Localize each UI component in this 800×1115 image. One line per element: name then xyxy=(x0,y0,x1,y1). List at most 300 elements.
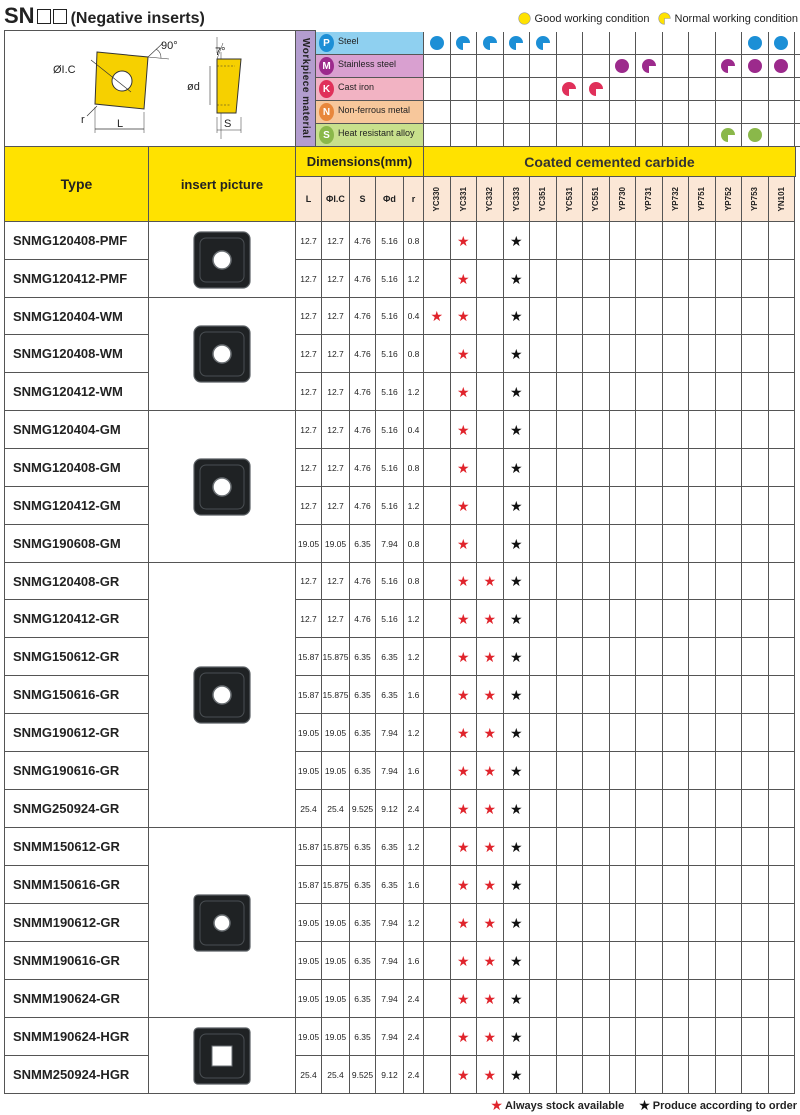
dim-r-cell xyxy=(404,714,424,752)
type-code: SNMG120412-GM xyxy=(13,498,121,513)
type-header: Type xyxy=(4,147,149,222)
grade-cell xyxy=(504,828,531,866)
grade-cell xyxy=(769,980,796,1018)
dim-l-cell xyxy=(296,980,322,1018)
grade-cell xyxy=(424,828,451,866)
dim-value: 12.7 xyxy=(327,576,344,586)
grade-cell xyxy=(477,866,504,904)
grade-cell xyxy=(424,714,451,752)
dim-l-cell xyxy=(296,714,322,752)
dim-d-cell xyxy=(376,600,404,638)
condition-cell xyxy=(451,78,478,101)
dim-d-cell xyxy=(376,790,404,828)
grade-cell xyxy=(477,1018,504,1056)
grade-cell xyxy=(716,525,743,563)
dim-ic-cell xyxy=(322,980,350,1018)
grade-cell xyxy=(477,638,504,676)
grade-cell xyxy=(716,942,743,980)
grade-cell xyxy=(530,638,557,676)
grade-cell xyxy=(424,790,451,828)
grade-cell xyxy=(451,866,478,904)
dim-ic-cell xyxy=(322,260,350,298)
dim-value: 2.4 xyxy=(407,993,420,1004)
dim-value: 6.35 xyxy=(381,651,398,662)
condition-cell xyxy=(557,78,584,101)
dim-value: 19.05 xyxy=(297,955,320,966)
normal-condition-icon xyxy=(588,81,604,97)
red-star-icon: ★ xyxy=(483,914,497,931)
type-code: SNMG150612-GR xyxy=(13,649,120,664)
grade-cell xyxy=(610,449,637,487)
dim-value: 5.16 xyxy=(381,348,398,359)
condition-cell xyxy=(583,101,610,124)
dim-value: 12.7 xyxy=(300,576,317,586)
grade-cell xyxy=(689,487,716,525)
grade-cell xyxy=(716,1018,743,1056)
grade-cell xyxy=(557,980,584,1018)
type-code: SNMM190612-GR xyxy=(13,915,120,930)
insert-picture-gm xyxy=(149,411,296,563)
grade-header-yn101 xyxy=(769,177,796,222)
grade-cell xyxy=(583,373,610,411)
red-star-icon: ★ xyxy=(430,308,444,324)
angle-7-label: 7° xyxy=(215,46,226,58)
black-star-icon: ★ xyxy=(509,308,523,324)
grade-cell xyxy=(451,752,478,790)
dim-value: 1.6 xyxy=(407,955,420,966)
grade-cell xyxy=(689,866,716,904)
condition-cell xyxy=(663,78,690,101)
grade-cell xyxy=(742,752,769,790)
grade-header-yc332 xyxy=(477,177,504,222)
dim-value: 19.05 xyxy=(297,538,320,549)
red-star-icon: ★ xyxy=(456,308,470,324)
grade-cell xyxy=(716,298,743,335)
grade-cell xyxy=(583,563,610,600)
grade-cell xyxy=(742,942,769,980)
good-condition-icon xyxy=(518,12,531,25)
dim-value: 7.94 xyxy=(381,538,398,549)
dim-col-label: ΦI.C xyxy=(326,194,345,204)
grade-cell xyxy=(716,980,743,1018)
dim-value: 9.12 xyxy=(381,1069,398,1080)
black-star-icon: ★ xyxy=(509,724,523,741)
black-star-icon: ★ xyxy=(509,876,523,893)
grade-cell xyxy=(530,260,557,298)
grade-cell xyxy=(504,714,531,752)
condition-cell xyxy=(530,55,557,78)
grade-label: YC551 xyxy=(591,186,601,212)
grade-cell xyxy=(504,411,531,449)
dim-d-cell xyxy=(376,222,404,260)
grade-cell xyxy=(424,298,451,335)
dim-ic-cell xyxy=(322,525,350,563)
table-row-type xyxy=(4,790,149,828)
grade-cell xyxy=(769,790,796,828)
condition-cell xyxy=(636,32,663,55)
grade-cell xyxy=(424,1056,451,1094)
grade-cell xyxy=(663,449,690,487)
dim-value: 19.05 xyxy=(324,727,347,738)
normal-condition-icon xyxy=(658,12,671,25)
grade-cell xyxy=(689,752,716,790)
grade-cell xyxy=(742,1056,769,1094)
grade-cell xyxy=(716,638,743,676)
condition-cell xyxy=(583,78,610,101)
table-row-type xyxy=(4,638,149,676)
grade-header-yp752 xyxy=(716,177,743,222)
legend-good xyxy=(518,12,650,25)
dim-r-cell xyxy=(404,525,424,563)
grade-cell xyxy=(716,790,743,828)
grade-cell xyxy=(610,714,637,752)
grade-cell xyxy=(557,373,584,411)
type-code: SNMG190616-GR xyxy=(13,763,120,778)
type-code: SNMG150616-GR xyxy=(13,687,120,702)
red-star-icon: ★ xyxy=(483,610,497,627)
dim-d-cell xyxy=(376,335,404,373)
red-star-icon: ★ xyxy=(483,990,497,1007)
grade-cell xyxy=(716,563,743,600)
grade-cell xyxy=(557,866,584,904)
condition-cell xyxy=(557,101,584,124)
grade-cell xyxy=(504,676,531,714)
grade-cell xyxy=(610,676,637,714)
grade-cell xyxy=(742,866,769,904)
dim-d-cell xyxy=(376,752,404,790)
grade-cell xyxy=(530,980,557,1018)
dim-value: 4.76 xyxy=(354,311,371,321)
grade-cell xyxy=(451,260,478,298)
dim-l-cell xyxy=(296,260,322,298)
black-star-icon: ★ xyxy=(509,648,523,665)
dim-value: 12.7 xyxy=(327,500,344,511)
dim-r-cell xyxy=(404,563,424,600)
dim-l-cell xyxy=(296,373,322,411)
grade-cell xyxy=(504,373,531,411)
dimensions-header: Dimensions(mm) xyxy=(296,147,424,177)
dim-value: 0.8 xyxy=(407,538,420,549)
table-row-type xyxy=(4,411,149,449)
condition-cell xyxy=(769,78,796,101)
grade-cell xyxy=(716,676,743,714)
grade-cell xyxy=(504,904,531,942)
condition-cell xyxy=(424,124,451,147)
dim-s-cell xyxy=(350,1018,376,1056)
grade-cell xyxy=(557,904,584,942)
grade-cell xyxy=(504,298,531,335)
material-badge: N xyxy=(319,103,334,121)
dim-value: 4.76 xyxy=(354,235,371,246)
red-star-icon: ★ xyxy=(483,1028,497,1045)
dim-value: 6.35 xyxy=(354,993,371,1004)
condition-cell xyxy=(716,78,743,101)
dim-value: 12.7 xyxy=(300,311,317,321)
condition-cell xyxy=(583,55,610,78)
grade-cell xyxy=(477,1056,504,1094)
dim-r-cell xyxy=(404,411,424,449)
dim-s-cell xyxy=(350,222,376,260)
condition-cell xyxy=(477,55,504,78)
grade-cell xyxy=(610,828,637,866)
grade-cell xyxy=(610,373,637,411)
grade-cell xyxy=(689,222,716,260)
dim-s-cell xyxy=(350,298,376,335)
grade-cell xyxy=(689,525,716,563)
grade-cell xyxy=(742,335,769,373)
grade-cell xyxy=(742,563,769,600)
dim-value: 19.05 xyxy=(297,917,320,928)
grade-label: YP732 xyxy=(670,186,680,212)
grade-cell xyxy=(716,600,743,638)
dim-d-cell xyxy=(376,487,404,525)
dim-l-cell xyxy=(296,752,322,790)
grade-cell xyxy=(663,222,690,260)
grade-label: YC531 xyxy=(564,186,574,212)
grade-cell xyxy=(451,638,478,676)
normal-condition-icon xyxy=(455,35,471,51)
grade-cell xyxy=(769,600,796,638)
dim-value: 4.76 xyxy=(354,500,371,511)
dim-value: 19.05 xyxy=(324,993,347,1004)
table-row-type xyxy=(4,676,149,714)
grade-cell xyxy=(583,1018,610,1056)
d-label: ød xyxy=(187,81,200,93)
dim-ic-cell xyxy=(322,676,350,714)
dim-value: 2.4 xyxy=(407,1069,420,1080)
grade-cell xyxy=(477,449,504,487)
grade-cell xyxy=(583,335,610,373)
dim-value: 0.8 xyxy=(407,235,420,246)
grade-cell xyxy=(610,335,637,373)
grade-cell xyxy=(424,487,451,525)
condition-cell xyxy=(610,124,637,147)
grade-cell xyxy=(663,487,690,525)
good-condition-icon xyxy=(773,35,789,51)
produce-order-label: Produce according to order xyxy=(652,1099,797,1112)
red-star-icon: ★ xyxy=(456,952,470,969)
grade-cell xyxy=(451,298,478,335)
dim-value: 5.16 xyxy=(381,424,398,435)
grade-cell xyxy=(530,298,557,335)
dim-s-cell xyxy=(350,563,376,600)
dim-value: 19.05 xyxy=(297,765,320,776)
normal-condition-icon xyxy=(561,81,577,97)
dim-s-cell xyxy=(350,752,376,790)
dim-ic-cell xyxy=(322,222,350,260)
condition-cell xyxy=(742,124,769,147)
grade-cell xyxy=(583,600,610,638)
grade-cell xyxy=(610,866,637,904)
grade-cell xyxy=(504,600,531,638)
dim-value: 4.76 xyxy=(354,348,371,359)
table-row-type xyxy=(4,449,149,487)
good-condition-icon xyxy=(747,127,763,143)
dim-value: 5.16 xyxy=(381,235,398,246)
grade-cell xyxy=(504,752,531,790)
red-star-icon: ★ xyxy=(483,686,497,703)
dim-col-header xyxy=(376,177,404,222)
grade-cell xyxy=(530,487,557,525)
grade-cell xyxy=(769,298,796,335)
condition-cell xyxy=(716,101,743,124)
grade-cell xyxy=(742,638,769,676)
material-badge: P xyxy=(319,34,334,52)
dim-value: 2.4 xyxy=(407,1031,420,1042)
grade-cell xyxy=(769,1018,796,1056)
grade-cell xyxy=(742,1018,769,1056)
dim-value: 19.05 xyxy=(324,955,347,966)
dim-r-cell xyxy=(404,942,424,980)
grade-cell xyxy=(610,563,637,600)
grade-cell xyxy=(504,1018,531,1056)
dim-r-cell xyxy=(404,335,424,373)
black-star-icon: ★ xyxy=(509,838,523,855)
grade-cell xyxy=(610,638,637,676)
grade-cell xyxy=(610,790,637,828)
grade-cell xyxy=(716,1056,743,1094)
dim-d-cell xyxy=(376,298,404,335)
grade-cell xyxy=(530,335,557,373)
grade-cell xyxy=(424,752,451,790)
table-row-type xyxy=(4,866,149,904)
always-stock-legend xyxy=(490,1097,624,1114)
red-star-icon: ★ xyxy=(490,1097,503,1113)
dim-s-cell xyxy=(350,866,376,904)
grade-cell xyxy=(663,676,690,714)
grade-cell xyxy=(769,904,796,942)
grade-label: YC333 xyxy=(511,186,521,212)
type-code: SNMM190624-HGR xyxy=(13,1029,130,1044)
grade-cell xyxy=(583,866,610,904)
type-code: SNMM250924-HGR xyxy=(13,1067,130,1082)
grade-cell xyxy=(769,525,796,563)
dim-l-cell xyxy=(296,298,322,335)
grade-cell xyxy=(557,449,584,487)
dim-value: 12.7 xyxy=(300,235,317,246)
dim-d-cell xyxy=(376,866,404,904)
grade-cell xyxy=(769,335,796,373)
grade-cell xyxy=(636,373,663,411)
legend-normal xyxy=(658,12,799,25)
grade-cell xyxy=(424,942,451,980)
black-star-icon: ★ xyxy=(509,762,523,779)
grade-cell xyxy=(504,638,531,676)
grade-cell xyxy=(451,980,478,1018)
grade-cell xyxy=(451,449,478,487)
grade-cell xyxy=(530,373,557,411)
grade-cell xyxy=(716,828,743,866)
title-box-1 xyxy=(37,9,51,24)
dim-d-cell xyxy=(376,828,404,866)
grade-cell xyxy=(424,563,451,600)
table-row-type xyxy=(4,1018,149,1056)
grade-cell xyxy=(583,525,610,563)
black-star-icon: ★ xyxy=(509,686,523,703)
dim-l-cell xyxy=(296,222,322,260)
grade-cell xyxy=(610,752,637,790)
dim-l-cell xyxy=(296,411,322,449)
grade-cell xyxy=(769,260,796,298)
grade-cell xyxy=(610,260,637,298)
condition-cell xyxy=(795,101,800,124)
grade-cell xyxy=(663,942,690,980)
grade-cell xyxy=(530,525,557,563)
dim-value: 25.4 xyxy=(327,803,344,814)
grade-cell xyxy=(557,790,584,828)
grade-label: YP751 xyxy=(697,186,707,212)
dim-value: 4.76 xyxy=(354,613,371,624)
black-star-icon: ★ xyxy=(509,1066,523,1083)
grade-cell xyxy=(424,449,451,487)
condition-cell xyxy=(477,124,504,147)
dim-value: 12.7 xyxy=(300,386,317,397)
material-m xyxy=(316,55,424,78)
grade-cell xyxy=(689,298,716,335)
condition-cell xyxy=(583,32,610,55)
grade-cell xyxy=(610,525,637,563)
type-code: SNMM150612-GR xyxy=(13,839,120,854)
grade-header-yp732 xyxy=(663,177,690,222)
grade-cell xyxy=(530,600,557,638)
dim-r-cell xyxy=(404,222,424,260)
grade-cell xyxy=(716,904,743,942)
grade-cell xyxy=(477,298,504,335)
red-star-icon: ★ xyxy=(483,724,497,741)
dim-r-cell xyxy=(404,1018,424,1056)
dim-value: 0.4 xyxy=(407,424,420,435)
material-name: Steel xyxy=(338,36,359,46)
grade-cell xyxy=(477,411,504,449)
condition-cell xyxy=(424,78,451,101)
grade-header-yc330 xyxy=(424,177,451,222)
legend-good-label: Good working condition xyxy=(534,12,650,25)
black-star-icon: ★ xyxy=(509,421,523,438)
table-row-type xyxy=(4,828,149,866)
dim-value: 1.2 xyxy=(407,500,420,511)
workpiece-material-label: Workpiece material xyxy=(296,30,316,147)
red-star-icon: ★ xyxy=(456,800,470,817)
type-code: SNMG190608-GM xyxy=(13,536,121,551)
material-name: Heat resistant alloy xyxy=(338,128,415,138)
condition-cell xyxy=(636,101,663,124)
grade-cell xyxy=(716,752,743,790)
black-star-icon: ★ xyxy=(509,800,523,817)
dim-l-cell xyxy=(296,790,322,828)
material-name: Cast iron xyxy=(338,82,375,92)
grade-cell xyxy=(477,828,504,866)
grade-cell xyxy=(583,222,610,260)
grade-cell xyxy=(636,904,663,942)
dim-l-cell xyxy=(296,525,322,563)
grade-label: YC330 xyxy=(432,186,442,212)
grade-cell xyxy=(610,1018,637,1056)
grade-cell xyxy=(610,222,637,260)
type-code: SNMG120412-GR xyxy=(13,611,120,626)
grade-cell xyxy=(530,449,557,487)
dim-value: 15.875 xyxy=(322,651,349,662)
insert-picture-snmg-gr xyxy=(149,563,296,828)
dim-value: 1.6 xyxy=(407,879,420,890)
black-star-icon: ★ xyxy=(509,1028,523,1045)
type-code: SNMG120404-GM xyxy=(13,422,121,437)
grade-cell xyxy=(557,638,584,676)
table-row-type xyxy=(4,222,149,260)
grade-cell xyxy=(424,373,451,411)
grade-cell xyxy=(742,828,769,866)
grade-cell xyxy=(742,411,769,449)
dim-r-cell xyxy=(404,638,424,676)
